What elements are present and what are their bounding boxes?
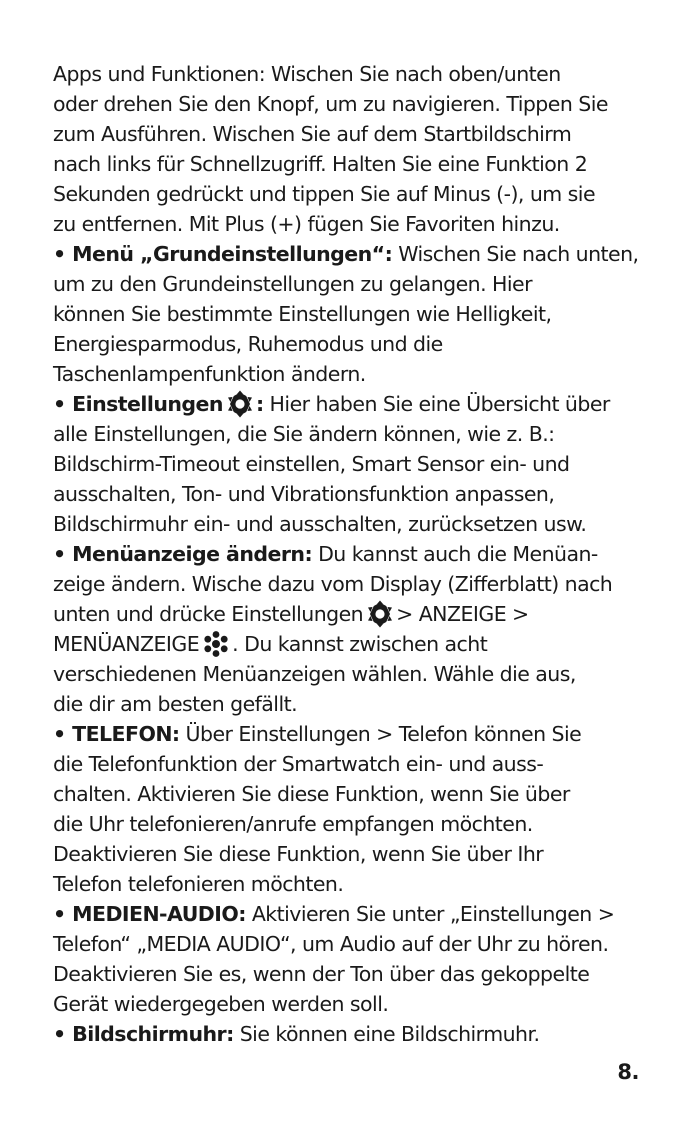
text-line: um zu den Grundeinstellungen zu gelangen. Hier — [53, 272, 532, 296]
bullet-menu-view — [53, 539, 671, 569]
text-line: Sekunden gedrückt und tippen Sie auf Minus (-), um sie — [53, 182, 596, 206]
dots-cluster-icon — [201, 629, 231, 659]
text-line: verschiedenen Menüanzeigen wählen. Wähle die aus, — [53, 662, 576, 686]
text-line: Telefon telefonieren möchten. — [53, 872, 344, 896]
bullet-text: Aktivieren Sie unter „Einstellungen > — [245, 902, 615, 926]
bullet-telefon — [53, 719, 671, 749]
text-line: die Uhr telefonieren/anrufe empfangen möchten. — [53, 812, 533, 836]
bullet-text: Hier haben Sie eine Übersicht über — [263, 392, 610, 416]
inline-text: MENÜANZEIGE — [53, 632, 200, 656]
text-line: Apps und Funktionen: Wischen Sie nach oben/unten — [53, 62, 561, 86]
gear-icon — [365, 599, 395, 629]
text-line: Telefon“ „MEDIA AUDIO“, um Audio auf der Uhr zu hören. — [53, 932, 609, 956]
bullet-text: Du kannst auch die Menüan- — [312, 542, 598, 566]
bullet-basic-settings — [53, 239, 671, 269]
text-line: zum Ausführen. Wischen Sie auf dem Startbildschirm — [53, 122, 572, 146]
bullet-medien-audio — [53, 899, 671, 929]
bullet-heading-colon: : — [255, 392, 264, 416]
text-line: die dir am besten gefällt. — [53, 692, 298, 716]
bullet-heading: • MEDIEN-AUDIO: — [53, 902, 246, 926]
text-line: Deaktivieren Sie diese Funktion, wenn Sie über Ihr — [53, 842, 544, 866]
text-line: zu entfernen. Mit Plus (+) fügen Sie Favoriten hinzu. — [53, 212, 560, 236]
text-line: Energiesparmodus, Ruhemodus und die — [53, 332, 443, 356]
text-line — [53, 629, 671, 659]
bullet-heading: • Einstellungen — [53, 392, 223, 416]
bullet-heading: • Menüanzeige ändern: — [53, 542, 313, 566]
text-line: nach links für Schnellzugriff. Halten Sie eine Funktion 2 — [53, 152, 588, 176]
text-line: Gerät wiedergegeben werden soll. — [53, 992, 389, 1016]
text-line: chalten. Aktivieren Sie diese Funktion, wenn Sie über — [53, 782, 570, 806]
bullet-text: Sie können eine Bildschirmuhr. — [233, 1022, 540, 1046]
text-line: die Telefonfunktion der Smartwatch ein- und auss- — [53, 752, 544, 776]
text-line: können Sie bestimmte Einstellungen wie Helligkeit, — [53, 302, 552, 326]
bullet-text: Über Einstellungen > Telefon können Sie — [179, 722, 582, 746]
bullet-text: Wischen Sie nach unten, — [392, 242, 639, 266]
text-line: Bildschirm-Timeout einstellen, Smart Sensor ein- und — [53, 452, 570, 476]
bullet-settings — [53, 389, 671, 419]
inline-text: . Du kannst zwischen acht — [232, 632, 488, 656]
bullet-heading: • Bildschirmuhr: — [53, 1022, 234, 1046]
text-line: ausschalten, Ton- und Vibrationsfunktion anpassen, — [53, 482, 555, 506]
gear-icon — [225, 389, 255, 419]
text-line: alle Einstellungen, die Sie ändern können, wie z. B.: — [53, 422, 555, 446]
manual-page — [53, 59, 671, 1049]
text-line: Bildschirmuhr ein- und ausschalten, zurücksetzen usw. — [53, 512, 587, 536]
text-line — [53, 599, 671, 629]
text-line: oder drehen Sie den Knopf, um zu navigieren. Tippen Sie — [53, 92, 608, 116]
inline-text: > ANZEIGE > — [396, 602, 529, 626]
text-line: Taschenlampenfunktion ändern. — [53, 362, 366, 386]
text-line: zeige ändern. Wische dazu vom Display (Zifferblatt) nach — [53, 572, 613, 596]
bullet-bildschirmuhr — [53, 1019, 671, 1049]
page-number: 8. — [617, 1060, 639, 1084]
bullet-heading: • Menü „Grundeinstellungen“: — [53, 242, 393, 266]
text-line: Deaktivieren Sie es, wenn der Ton über das gekoppelte — [53, 962, 590, 986]
inline-text: unten und drücke Einstellungen — [53, 602, 364, 626]
bullet-heading: • TELEFON: — [53, 722, 180, 746]
